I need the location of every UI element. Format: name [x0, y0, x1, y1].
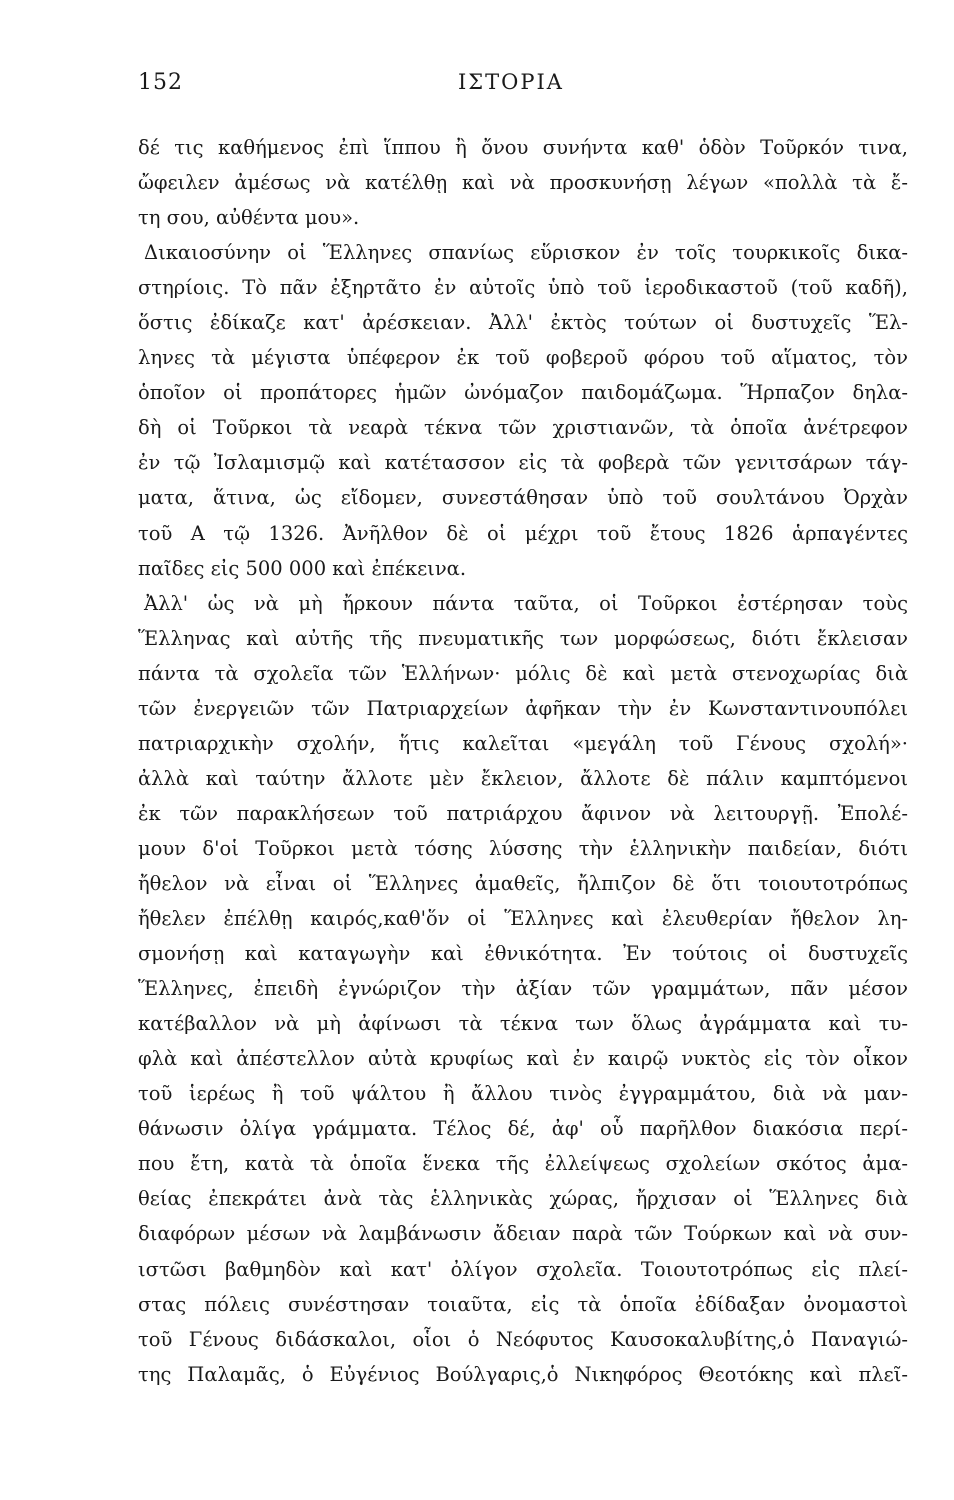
text-line: ιστῶσι βαθμηδὸν καὶ κατ' ὀλίγον σχολεῖα. Τοιουτοτρόπως εἰς πλεί-: [138, 1257, 908, 1281]
text-line: πάντα τὰ σχολεῖα τῶν Ἑλλήνων· μόλις δὲ καὶ μετὰ στενοχωρίας διὰ: [138, 661, 908, 685]
text-line: τῶν ἐνεργειῶν τῶν Πατριαρχείων ἀφῆκαν τὴν ἐν Κωνσταντινουπόλει: [138, 696, 908, 720]
text-line: ἤθελον νὰ εἶναι οἱ Ἕλληνες ἀμαθεῖς, ἤλπιζον δὲ ὅτι τοιουτοτρόπως: [138, 871, 908, 895]
text-line: Ἕλληνες, ἐπειδὴ ἐγνώριζον τὴν ἀξίαν τῶν γραμμάτων, πᾶν μέσον: [138, 977, 908, 1001]
text-line: ἀλλὰ καὶ ταύτην ἄλλοτε μὲν ἔκλειον, ἄλλοτε δὲ πάλιν καμπτόμενοι: [138, 766, 908, 790]
text-line: κατέβαλλον νὰ μὴ ἀφίνωσι τὰ τέκνα των ὅλως ἀγράμματα καὶ τυ-: [138, 1012, 908, 1036]
text-line: Δικαιοσύνην οἱ Ἕλληνες σπανίως εὕρισκον ἐν τοῖς τουρκικοῖς δικα-: [144, 241, 908, 265]
text-line: ὤφειλεν ἀμέσως νὰ κατέλθῃ καὶ νὰ προσκυνήσῃ λέγων «πολλὰ τὰ ἔ-: [138, 171, 908, 195]
text-line: τοῦ ἱερέως ἢ τοῦ ψάλτου ἢ ἄλλου τινὸς ἐγγραμμάτου, διὰ νὰ μαν-: [138, 1082, 908, 1106]
text-line: ματα, ἅτινα, ὡς εἴδομεν, συνεστάθησαν ὑπὸ τοῦ σουλτάνου Ὀρχὰν: [138, 486, 908, 510]
text-line: ὅστις ἐδίκαζε κατ' ἀρέσκειαν. Ἀλλ' ἐκτὸς τούτων οἱ δυστυχεῖς Ἕλ-: [138, 311, 908, 335]
text-line: ἐκ τῶν παρακλήσεων τοῦ πατριάρχου ἄφινον νὰ λειτουργῇ. Ἐπολέ-: [138, 801, 908, 825]
text-line: τοῦ Γένους διδάσκαλοι, οἷοι ὁ Νεόφυτος Καυσοκαλυβίτης,ὁ Παναγιώ-: [138, 1327, 908, 1351]
text-line: μουν δ'οἱ Τοῦρκοι μετὰ τόσης λύσσης τὴν ἑλληνικὴν παιδείαν, διότι: [138, 836, 908, 860]
text-line: ληνες τὰ μέγιστα ὑπέφερον ἐκ τοῦ φοβεροῦ φόρου τοῦ αἵματος, τὸν: [138, 346, 908, 370]
body-text: [138, 130, 908, 1392]
text-line: δὴ οἱ Τοῦρκοι τὰ νεαρὰ τέκνα τῶν χριστιανῶν, τὰ ὁποῖα ἀνέτρεφον: [138, 416, 908, 440]
text-line: φλὰ καὶ ἀπέστελλον αὐτὰ κρυφίως καὶ ἐν καιρῷ νυκτὸς εἰς τὸν οἶκον: [138, 1047, 908, 1071]
text-line: ἐν τῷ Ἰσλαμισμῷ καὶ κατέτασσον εἰς τὰ φοβερὰ τῶν γενιτσάρων τάγ-: [138, 451, 908, 475]
running-head: [138, 70, 908, 106]
text-line: πατριαρχικὴν σχολήν, ἥτις καλεῖται «μεγάλη τοῦ Γένους σχολή»·: [138, 731, 908, 755]
running-title: ΙΣΤΟΡΙΑ: [458, 70, 564, 94]
text-line: τοῦ Α τῷ 1326. Ἀνῆλθον δὲ οἱ μέχρι τοῦ ἔτους 1826 ἁρπαγέντες: [138, 521, 908, 545]
text-line: στηρίοις. Τὸ πᾶν ἐξηρτᾶτο ἐν αὐτοῖς ὑπὸ τοῦ ἱεροδικαστοῦ (τοῦ καδῆ),: [138, 276, 908, 300]
page-number: 152: [138, 70, 183, 95]
text-line: που ἔτη, κατὰ τὰ ὁποῖα ἕνεκα τῆς ἐλλείψεως σχολείων σκότος ἀμα-: [138, 1152, 908, 1176]
text-line: Ἀλλ' ὡς νὰ μὴ ἤρκουν πάντα ταῦτα, οἱ Τοῦρκοι ἐστέρησαν τοὺς: [144, 591, 908, 615]
text-line: θείας ἐπεκράτει ἀνὰ τὰς ἑλληνικὰς χώρας, ἤρχισαν οἱ Ἕλληνες διὰ: [138, 1187, 908, 1211]
text-line: ὁποῖον οἱ προπάτορες ἡμῶν ὠνόμαζον παιδομάζωμα. Ἥρπαζον δηλα-: [138, 381, 908, 405]
text-line: παῖδες εἰς 500 000 καὶ ἐπέκεινα.: [138, 556, 467, 580]
text-line: Ἕλληνας καὶ αὐτῆς τῆς πνευματικῆς των μορφώσεως, διότι ἔκλεισαν: [138, 626, 908, 650]
text-line: ἤθελεν ἐπέλθῃ καιρός,καθ'ὅν οἱ Ἕλληνες καὶ ἐλευθερίαν ἤθελον λη-: [138, 907, 908, 931]
text-line: σμονήσῃ καὶ καταγωγὴν καὶ ἐθνικότητα. Ἐν τούτοις οἱ δυστυχεῖς: [138, 942, 908, 966]
text-line: διαφόρων μέσων νὰ λαμβάνωσιν ἄδειαν παρὰ τῶν Τούρκων καὶ νὰ συν-: [138, 1222, 908, 1246]
text-line: τη σου, αὐθέντα μου».: [138, 206, 360, 230]
text-line: δέ τις καθήμενος ἐπὶ ἵππου ἢ ὄνου συνήντα καθ' ὁδὸν Τοῦρκόν τινα,: [138, 136, 908, 159]
text-line: στας πόλεις συνέστησαν τοιαῦτα, εἰς τὰ ὁποῖα ἐδίδαξαν ὀνομαστοὶ: [138, 1292, 908, 1316]
text-line: της Παλαμᾶς, ὁ Εὐγένιος Βούλγαρις,ὁ Νικηφόρος Θεοτόκης καὶ πλεῖ-: [138, 1362, 908, 1386]
text-line: θάνωσιν ὀλίγα γράμματα. Τέλος δέ, ἀφ' οὗ παρῆλθον διακόσια περί-: [138, 1117, 908, 1141]
